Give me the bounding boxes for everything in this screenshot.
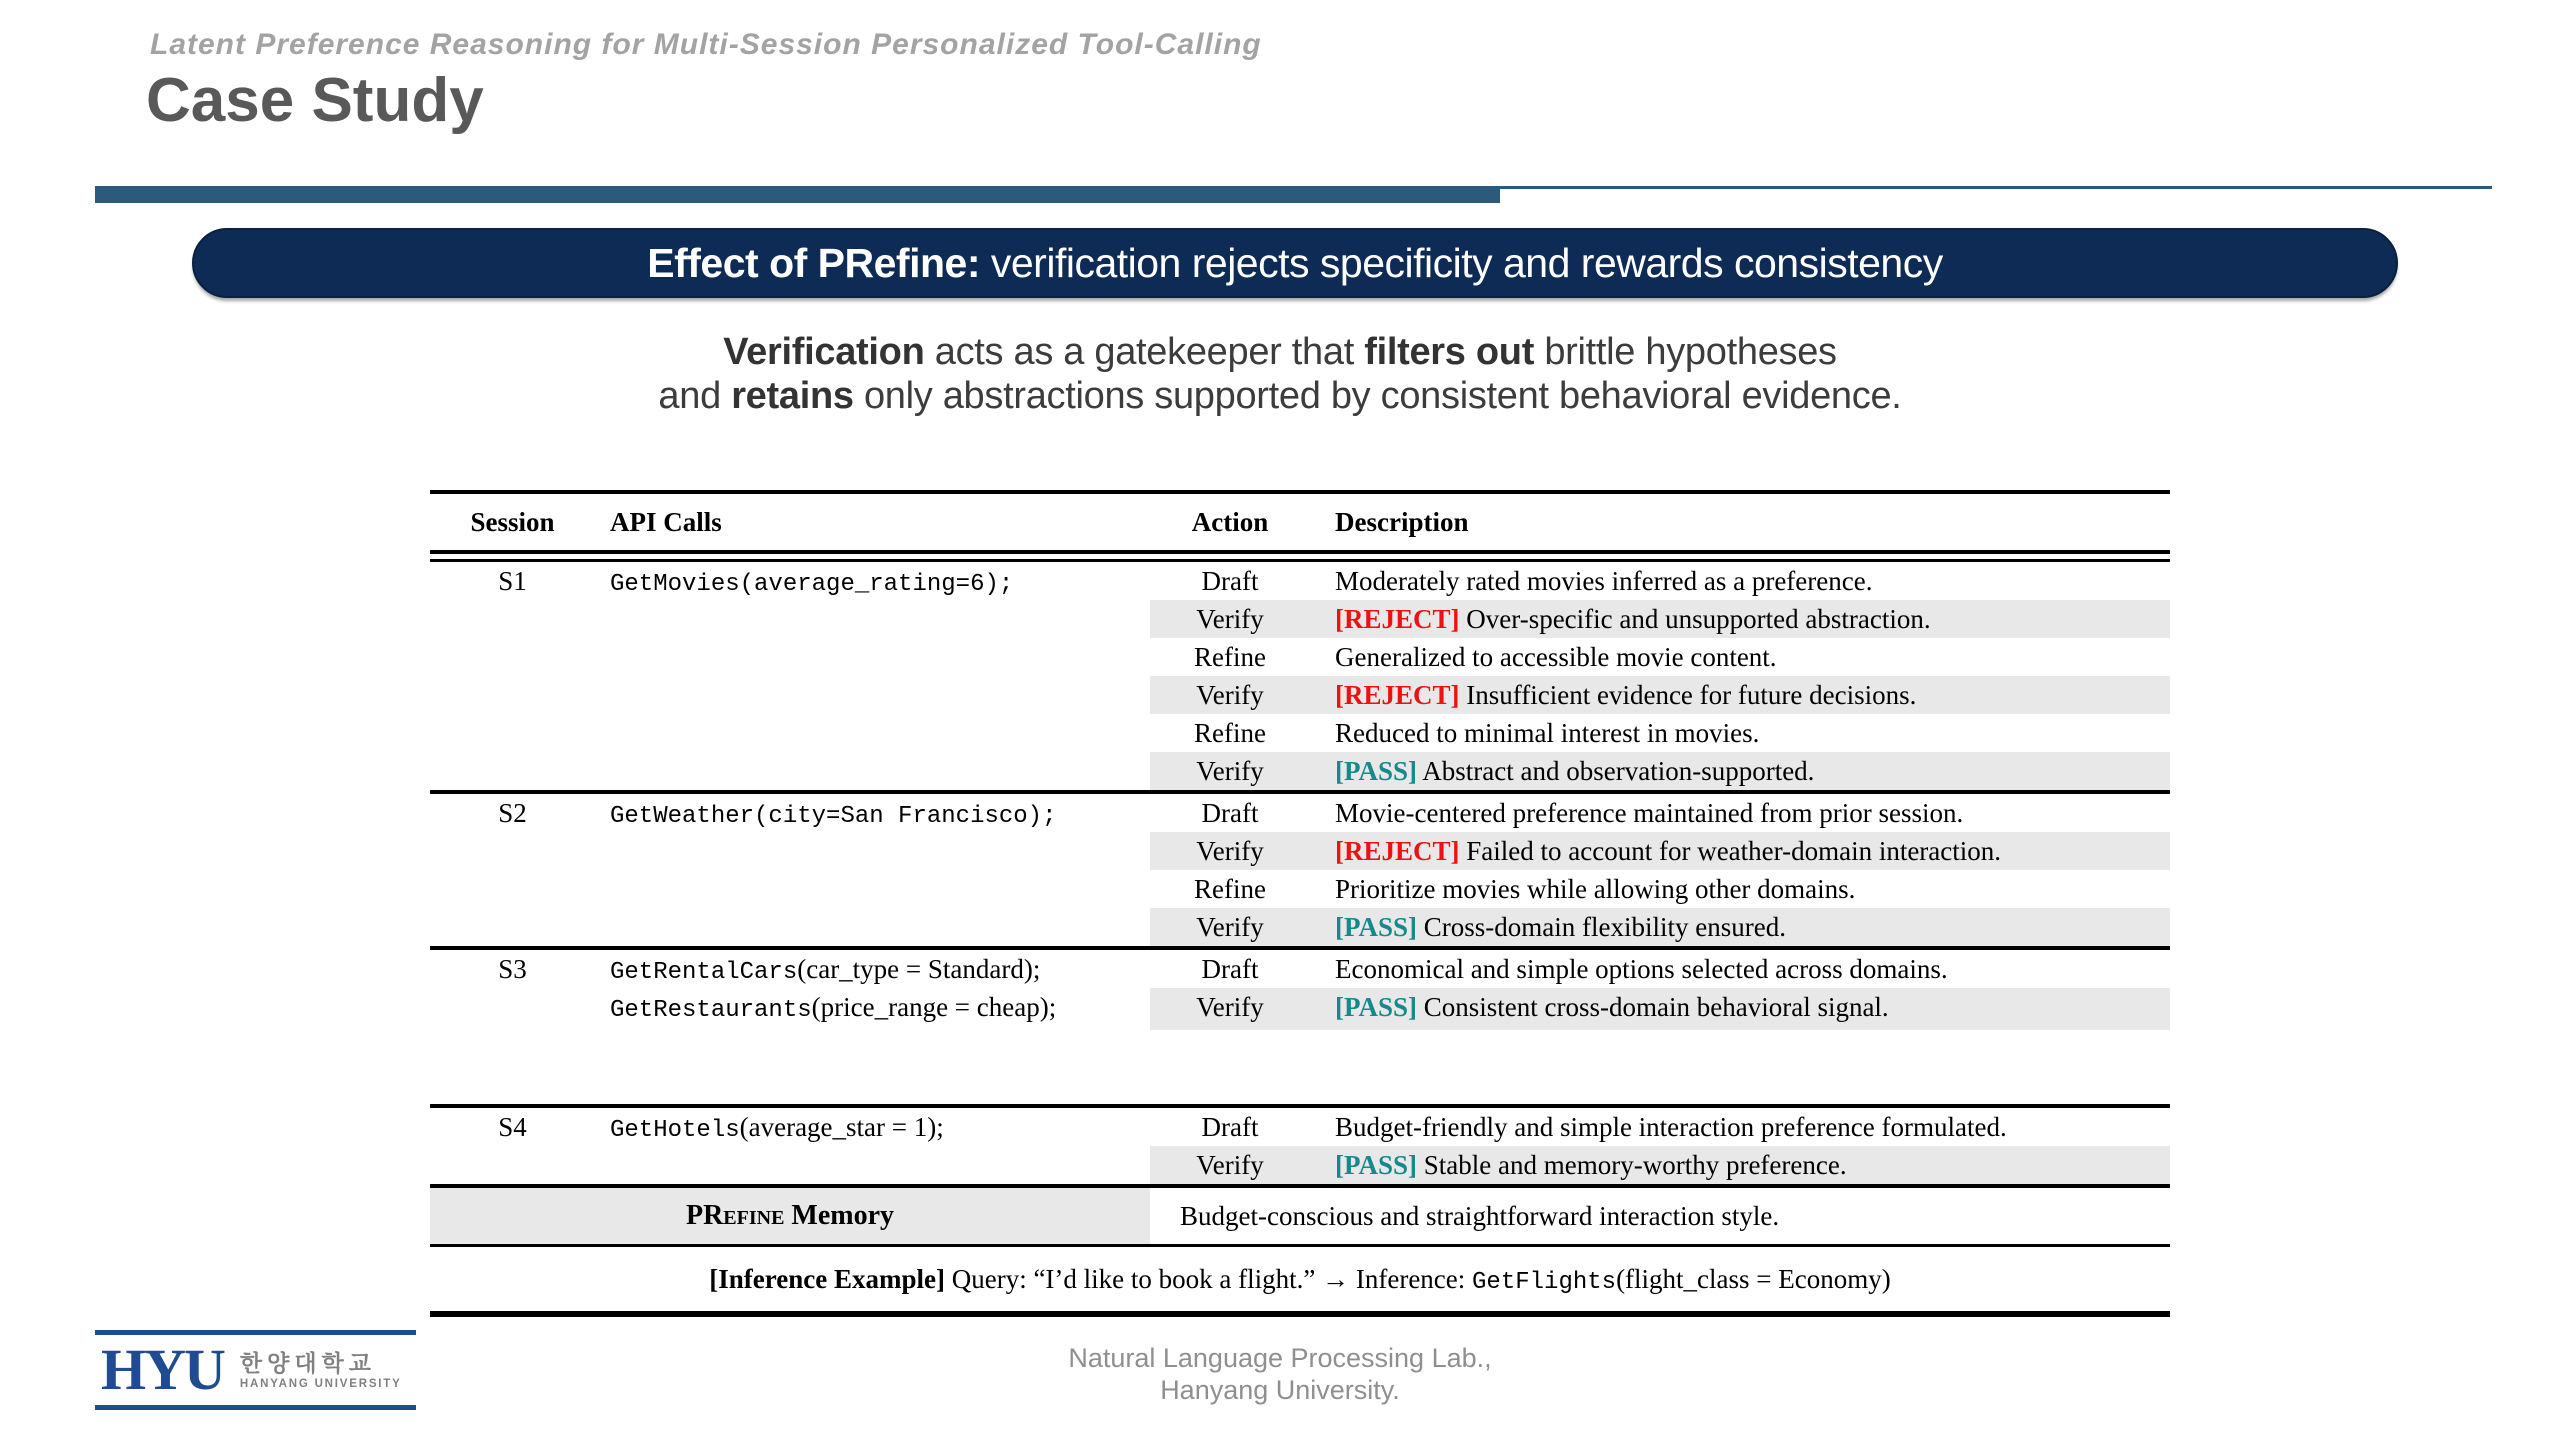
- subtitle-line-1: [0, 330, 2560, 374]
- subtitle-line-2: [0, 374, 2560, 418]
- api-call: [595, 794, 1150, 836]
- api-function-name: GetMovies: [610, 571, 740, 598]
- action-cell: Refine: [1194, 874, 1266, 904]
- subtitle-line2-seg-1: retains: [731, 375, 854, 417]
- prefine-memory-row: [430, 1188, 2170, 1247]
- prefine-memory-description: Budget-conscious and straightforward interaction style.: [1180, 1201, 1780, 1231]
- inference-seg-3: (flight_class = Economy): [1616, 1264, 1891, 1294]
- table-row: [430, 676, 2170, 714]
- verdict-tag-pass: [PASS]: [1335, 992, 1418, 1022]
- description-cell: [1310, 832, 2170, 870]
- table-row: [430, 1146, 2170, 1184]
- verdict-tag-pass: [PASS]: [1335, 756, 1418, 786]
- banner-emphasis: Effect of PRefine:: [647, 240, 980, 286]
- description-text: Reduced to minimal interest in movies.: [1335, 718, 1760, 748]
- column-header-session: Session: [470, 507, 555, 537]
- action-cell: Refine: [1194, 642, 1266, 672]
- footer-line-2: Hanyang University.: [1160, 1375, 1400, 1405]
- session-group-s1: [430, 562, 2170, 794]
- description-text: Consistent cross-domain behavioral signal.: [1423, 992, 1889, 1022]
- api-call: [595, 562, 1150, 604]
- description-cell: [1310, 988, 2170, 1030]
- subtitle-line2-seg-0: and: [658, 375, 732, 417]
- api-arguments: (average_rating=6);: [739, 571, 1014, 598]
- header-double-rule: [430, 550, 2170, 562]
- api-call: [595, 832, 1150, 870]
- subtitle-line1-seg-1: acts as a gatekeeper that: [924, 331, 1365, 373]
- api-call: [595, 600, 1150, 638]
- session-group-s3: [430, 950, 2170, 1108]
- table-row: [430, 562, 2170, 600]
- verdict-tag-pass: [PASS]: [1335, 912, 1418, 942]
- description-text: Movie-centered preference maintained from prior session.: [1335, 798, 1964, 828]
- action-cell: Verify: [1150, 1146, 1310, 1184]
- section-banner: [192, 228, 2398, 298]
- action-cell: Verify: [1150, 600, 1310, 638]
- action-cell: Verify: [1150, 676, 1310, 714]
- action-cell: Draft: [1201, 954, 1259, 984]
- table-row: [430, 832, 2170, 870]
- table-row: [430, 870, 2170, 908]
- api-function-name: GetHotels: [610, 1117, 740, 1144]
- session-label: [430, 714, 595, 752]
- api-call: [595, 950, 1150, 992]
- session-label: [430, 752, 595, 790]
- inference-seg-1: Query: “I’d like to book a flight.” → Inference:: [944, 1264, 1473, 1294]
- inference-seg-2: GetFlights: [1472, 1269, 1617, 1296]
- verdict-tag-pass: [PASS]: [1335, 1150, 1418, 1180]
- description-cell: [1310, 1146, 2170, 1184]
- description-text: Over-specific and unsupported abstraction.: [1466, 604, 1931, 634]
- subtitle-line1-seg-3: brittle hypotheses: [1534, 331, 1837, 373]
- banner-rest: verification rejects specificity and rewards consistency: [979, 240, 1943, 286]
- description-cell: [1310, 950, 2170, 992]
- description-text: Cross-domain flexibility ensured.: [1423, 912, 1786, 942]
- session-label: S1: [498, 566, 527, 596]
- verdict-tag-reject: [REJECT]: [1335, 604, 1460, 634]
- table-row: [430, 752, 2170, 790]
- hyu-logo-acronym: HYU: [101, 1337, 224, 1402]
- prefine-memory-label-smallcaps: PRefine: [685, 1200, 785, 1231]
- action-cell: Draft: [1201, 798, 1259, 828]
- subtitle-line2-seg-2: only abstractions supported by consistent behavioral evidence.: [853, 375, 1902, 417]
- action-cell: Verify: [1150, 832, 1310, 870]
- title-underline-thick: [95, 186, 1500, 203]
- description-text: Failed to account for weather-domain interaction.: [1466, 836, 2002, 866]
- description-cell: [1310, 1108, 2170, 1150]
- api-call: [595, 676, 1150, 714]
- api-call: [595, 908, 1150, 946]
- table-row: [430, 988, 2170, 1026]
- description-text: Economical and simple options selected across domains.: [1335, 954, 1948, 984]
- table-bottom-rule: [430, 1311, 2170, 1317]
- case-study-table: [430, 490, 2170, 1317]
- prefine-memory-label-rest: Memory: [784, 1200, 895, 1231]
- hyu-logo-english: HANYANG UNIVERSITY: [239, 1377, 402, 1390]
- api-call: [595, 714, 1150, 752]
- description-cell: [1310, 794, 2170, 836]
- api-call: [595, 870, 1150, 908]
- table-row: [430, 714, 2170, 752]
- action-cell: Verify: [1150, 988, 1310, 1030]
- api-call: [595, 1108, 1150, 1150]
- description-cell: [1310, 676, 2170, 714]
- subtitle: [0, 330, 2560, 418]
- table-row: [430, 638, 2170, 676]
- prefine-memory-label: [430, 1188, 1150, 1244]
- api-call: [595, 638, 1150, 676]
- description-text: Abstract and observation-supported.: [1422, 756, 1815, 786]
- page-title: Case Study: [146, 66, 484, 135]
- session-label: S4: [498, 1112, 527, 1142]
- verdict-tag-reject: [REJECT]: [1335, 836, 1460, 866]
- api-call: [595, 1146, 1150, 1184]
- table-header-row: [430, 490, 2170, 550]
- session-label: [430, 676, 595, 714]
- description-text: Stable and memory-worthy preference.: [1423, 1150, 1847, 1180]
- description-cell: [1310, 600, 2170, 638]
- api-arguments: (city=San Francisco);: [754, 803, 1057, 830]
- footer-line-1: Natural Language Processing Lab.,: [1068, 1343, 1492, 1373]
- column-header-action: Action: [1191, 507, 1269, 537]
- description-cell: [1310, 638, 2170, 676]
- session-label: [430, 638, 595, 676]
- description-text: Budget-friendly and simple interaction preference formulated.: [1335, 1112, 2007, 1142]
- inference-example-row: [430, 1247, 2170, 1311]
- session-label: S3: [498, 954, 527, 984]
- session-label: [430, 832, 595, 870]
- description-cell: [1310, 908, 2170, 946]
- description-text: Insufficient evidence for future decisions.: [1466, 680, 1917, 710]
- action-cell: Refine: [1194, 718, 1266, 748]
- api-function-name: GetRestaurants: [610, 997, 812, 1024]
- api-arguments: (price_range = cheap);: [811, 992, 1057, 1022]
- action-cell: Verify: [1150, 908, 1310, 946]
- subtitle-line1-seg-2: filters out: [1364, 331, 1535, 373]
- description-cell: [1310, 752, 2170, 790]
- inference-seg-0: [Inference Example]: [709, 1264, 945, 1294]
- deck-title: Latent Preference Reasoning for Multi-Session Personalized Tool-Calling: [150, 28, 1262, 61]
- description-cell: [1310, 562, 2170, 604]
- session-label: [430, 1146, 595, 1184]
- api-call: [595, 752, 1150, 790]
- api-arguments: (average_star = 1);: [739, 1112, 944, 1142]
- description-text: Prioritize movies while allowing other domains.: [1335, 874, 1856, 904]
- subtitle-line1-seg-0: Verification: [723, 331, 925, 373]
- verdict-tag-reject: [REJECT]: [1335, 680, 1460, 710]
- table-row: [430, 600, 2170, 638]
- table-row: [430, 1108, 2170, 1146]
- session-group-s2: [430, 794, 2170, 950]
- column-header-description: Description: [1335, 507, 1469, 537]
- api-function-name: GetRentalCars: [610, 959, 798, 986]
- action-cell: Draft: [1201, 1112, 1259, 1142]
- action-cell: Draft: [1201, 566, 1259, 596]
- description-text: Generalized to accessible movie content.: [1335, 642, 1777, 672]
- action-cell: Verify: [1150, 752, 1310, 790]
- session-label: [430, 908, 595, 946]
- description-cell: [1310, 714, 2170, 752]
- hyu-logo-korean: 한양대학교: [239, 1349, 376, 1376]
- column-header-api-calls: API Calls: [610, 507, 722, 537]
- api-arguments: (car_type = Standard);: [797, 954, 1041, 984]
- table-row: [430, 908, 2170, 946]
- table-row: [430, 794, 2170, 832]
- session-group-s4: [430, 1108, 2170, 1188]
- session-label: [430, 600, 595, 638]
- footer-credit: [0, 1337, 2560, 1406]
- title-underline-thin: [1500, 186, 2492, 189]
- session-label: [430, 870, 595, 908]
- api-call: [595, 988, 1150, 1030]
- table-row: [430, 950, 2170, 988]
- session-label: [430, 988, 595, 1030]
- session-label: S2: [498, 798, 527, 828]
- description-cell: [1310, 870, 2170, 908]
- description-text: Moderately rated movies inferred as a preference.: [1335, 566, 1873, 596]
- api-function-name: GetWeather: [610, 803, 755, 830]
